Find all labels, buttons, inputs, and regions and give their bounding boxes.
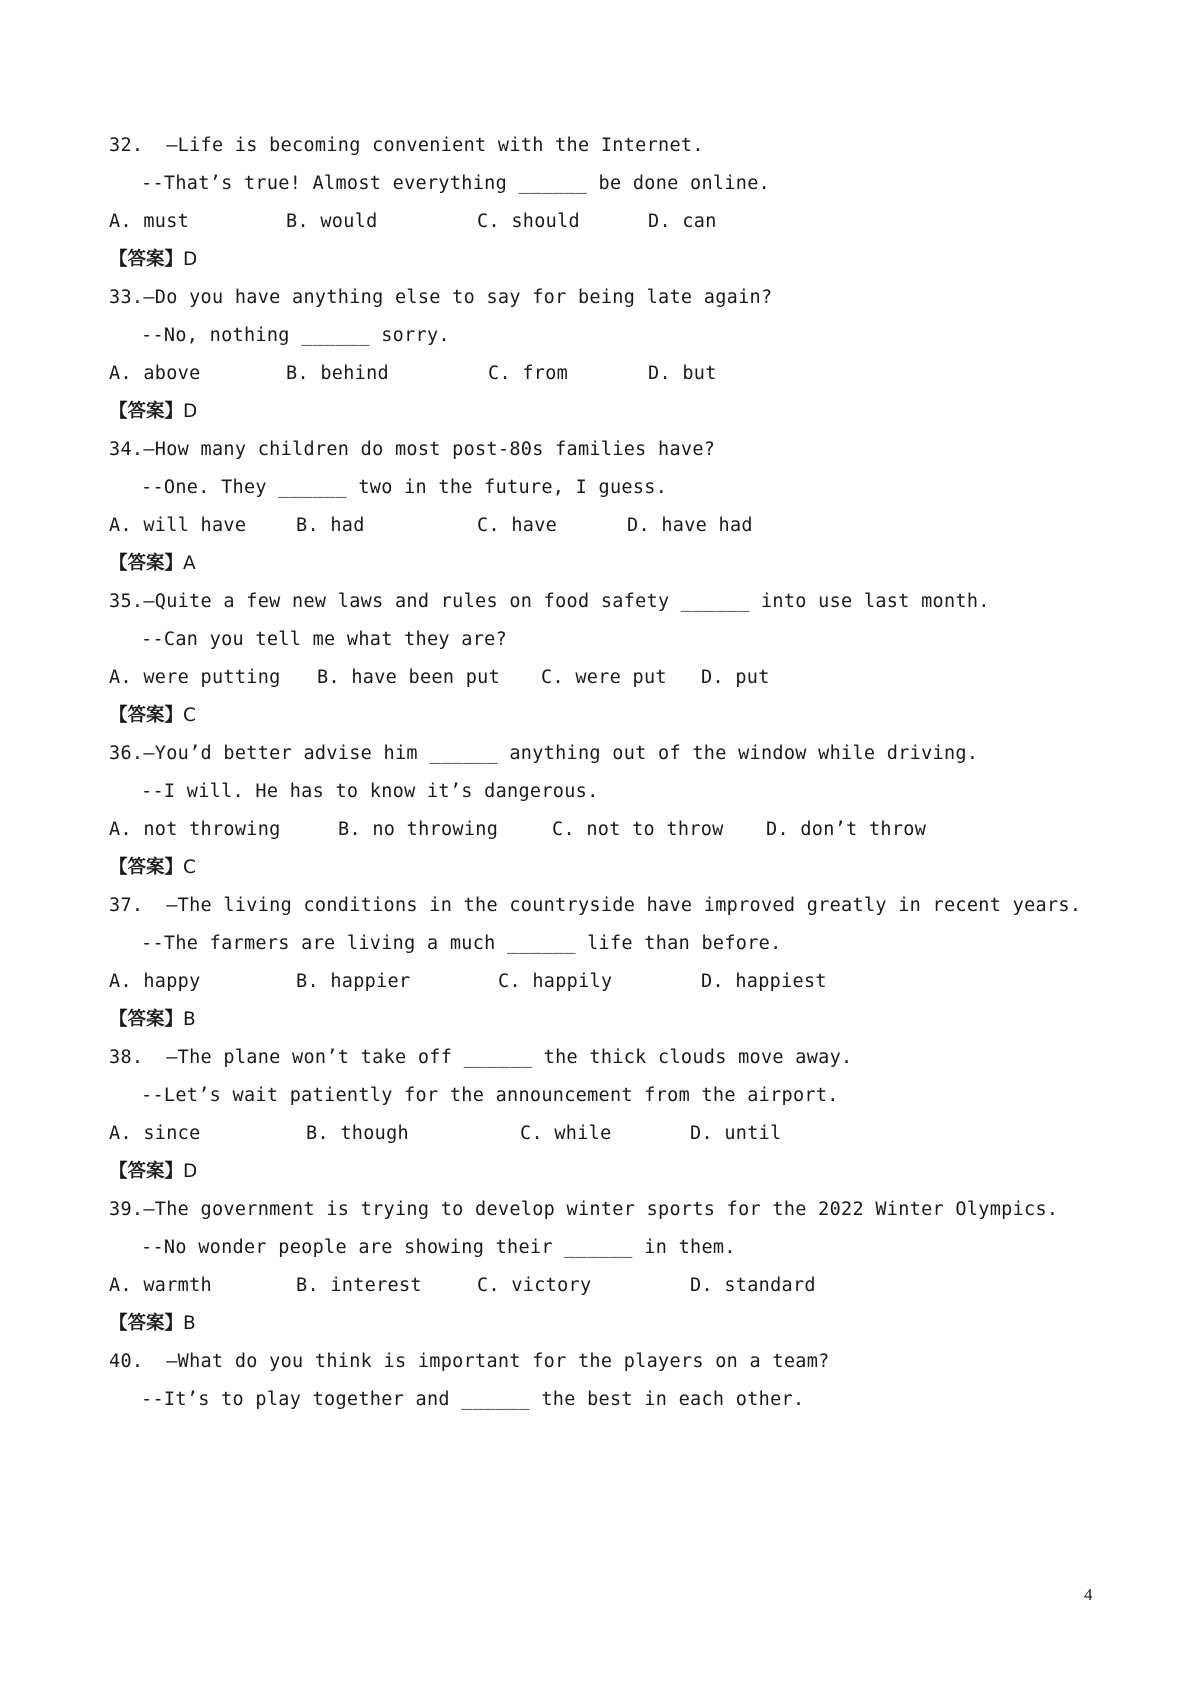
question-number: 38. (109, 1047, 144, 1068)
question-34-prompt (109, 438, 715, 462)
question-36-response: --I will. He has to know it’s dangerous. (141, 781, 599, 802)
option-d: D. but (648, 363, 717, 384)
question-38-prompt (109, 1046, 853, 1070)
option-c: C. from (488, 363, 569, 384)
option-c: C. not to throw (552, 819, 724, 840)
option-d: D. have had (627, 515, 753, 536)
question-37-prompt (109, 894, 1081, 918)
question-text: –Do you have anything else to say for being late again? (143, 287, 773, 308)
question-32-response: --That’s true! Almost everything ______ be done online. (141, 173, 771, 194)
question-39-response: --No wonder people are showing their ______ in them. (141, 1237, 736, 1258)
option-d: D. happiest (701, 971, 827, 992)
question-34-response: --One. They ______ two in the future, I guess. (141, 477, 668, 498)
option-a: A. warmth (109, 1275, 212, 1296)
option-b: B. behind (286, 363, 389, 384)
option-a: A. must (109, 211, 190, 232)
question-text: –The living conditions in the countryside have improved greatly in recent years. (166, 895, 1082, 916)
option-a: A. will have (109, 515, 247, 536)
answer-key-36 (109, 856, 196, 880)
answer-key-32 (109, 248, 197, 272)
option-b: B. no throwing (338, 819, 499, 840)
answer-value: D (183, 249, 198, 270)
question-number: 37. (109, 895, 144, 916)
answer-value: B (183, 1009, 196, 1030)
option-b: B. had (296, 515, 365, 536)
question-33-prompt (109, 286, 772, 310)
answer-value: D (183, 401, 198, 422)
answer-value: A (183, 553, 196, 574)
question-32-prompt (109, 134, 704, 158)
option-a: A. happy (109, 971, 201, 992)
question-number: 39. (109, 1199, 144, 1220)
answer-value: B (183, 1313, 196, 1334)
option-a: A. since (109, 1123, 201, 1144)
question-text: –How many children do most post-80s families have? (143, 439, 716, 460)
option-c: C. were put (541, 667, 667, 688)
option-c: C. victory (477, 1275, 592, 1296)
answer-label: 【答案】 (109, 401, 184, 422)
question-number: 33. (109, 287, 144, 308)
option-a: A. not throwing (109, 819, 281, 840)
option-d: D. until (690, 1123, 782, 1144)
question-38-response: --Let’s wait patiently for the announcement from the airport. (141, 1085, 839, 1106)
answer-label: 【答案】 (109, 1313, 184, 1334)
answer-label: 【答案】 (109, 705, 184, 726)
question-text: –You’d better advise him ______ anything out of the window while driving. (143, 743, 979, 764)
answer-value: C (183, 857, 196, 878)
question-number: 34. (109, 439, 144, 460)
option-b: B. though (306, 1123, 409, 1144)
option-d: D. standard (690, 1275, 816, 1296)
answer-value: C (183, 705, 196, 726)
page-number: 4 (1084, 1585, 1093, 1604)
option-d: D. can (648, 211, 717, 232)
question-text: –Quite a few new laws and rules on food safety ______ into use last month. (143, 591, 990, 612)
question-text: –The government is trying to develop winter sports for the 2022 Winter Olympics. (143, 1199, 1059, 1220)
answer-key-33 (109, 400, 197, 424)
question-33-response: --No, nothing ______ sorry. (141, 325, 450, 346)
question-39-prompt (109, 1198, 1058, 1222)
question-40-response: --It’s to play together and ______ the best in each other. (141, 1389, 805, 1410)
option-b: B. interest (296, 1275, 422, 1296)
question-37-response: --The farmers are living a much ______ life than before. (141, 933, 782, 954)
option-c: C. should (477, 211, 580, 232)
option-a: A. above (109, 363, 201, 384)
answer-key-38 (109, 1160, 197, 1184)
answer-label: 【答案】 (109, 249, 184, 270)
answer-label: 【答案】 (109, 553, 184, 574)
question-40-prompt (109, 1350, 830, 1374)
question-text: –Life is becoming convenient with the Internet. (166, 135, 704, 156)
answer-label: 【答案】 (109, 857, 184, 878)
option-d: D. don’t throw (766, 819, 927, 840)
option-c: C. happily (498, 971, 613, 992)
question-number: 35. (109, 591, 144, 612)
question-number: 40. (109, 1351, 144, 1372)
question-number: 32. (109, 135, 144, 156)
answer-label: 【答案】 (109, 1009, 184, 1030)
option-b: B. have been put (317, 667, 501, 688)
question-36-prompt (109, 742, 978, 766)
option-a: A. were putting (109, 667, 281, 688)
question-text: –The plane won’t take off ______ the thick clouds move away. (166, 1047, 853, 1068)
option-b: B. happier (296, 971, 411, 992)
question-35-response: --Can you tell me what they are? (141, 629, 508, 650)
answer-key-39 (109, 1312, 196, 1336)
question-number: 36. (109, 743, 144, 764)
answer-key-35 (109, 704, 196, 728)
question-35-prompt (109, 590, 990, 614)
option-c: C. while (520, 1123, 612, 1144)
question-text: –What do you think is important for the players on a team? (166, 1351, 830, 1372)
answer-label: 【答案】 (109, 1161, 184, 1182)
answer-key-34 (109, 552, 196, 576)
answer-value: D (183, 1161, 198, 1182)
option-c: C. have (477, 515, 558, 536)
option-d: D. put (701, 667, 770, 688)
answer-key-37 (109, 1008, 196, 1032)
option-b: B. would (286, 211, 378, 232)
